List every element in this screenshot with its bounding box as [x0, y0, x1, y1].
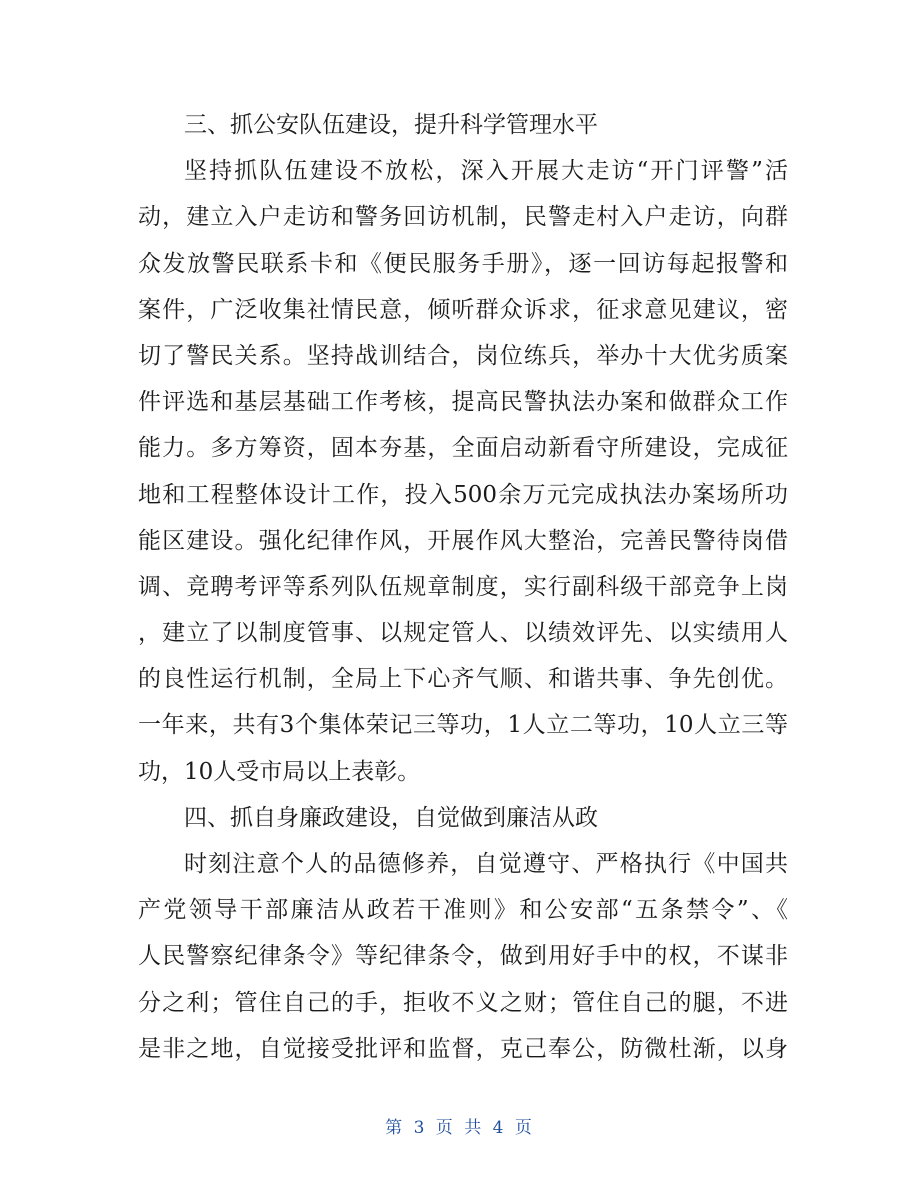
page-number-footer: 第 3 页 共 4 页	[385, 1118, 535, 1138]
paragraph-line: 人民警察纪律条令》等纪律条令，做到用好手中的权，不谋非	[138, 943, 788, 970]
section-heading-4: 四、抓自身廉政建设，自觉做到廉洁从政	[184, 804, 598, 831]
paragraph-line: 动，建立入户走访和警务回访机制，民警走村入户走访，向群	[138, 204, 788, 231]
paragraph-line: 件评选和基层基础工作考核，提高民警执法办案和做群众工作	[138, 389, 788, 416]
paragraph-line: 一年来，共有3个集体荣记三等功，1人立二等功，10人立三等	[138, 712, 788, 739]
paragraph-line: 众发放警民联系卡和《便民服务手册》，逐一回访每起报警和	[138, 250, 788, 277]
paragraph-line: 的良性运行机制，全局上下心齐气顺、和谐共事、争先创优。	[138, 666, 788, 693]
paragraph-line: ，建立了以制度管事、以规定管人、以绩效评先、以实绩用人	[138, 620, 788, 647]
paragraph-line: 时刻注意个人的品德修养，自觉遵守、严格执行《中国共	[184, 851, 788, 877]
paragraph-line: 产党领导干部廉洁从政若干准则》和公安部“五条禁令”、《	[138, 897, 788, 924]
section-heading-3: 三、抓公安队伍建设，提升科学管理水平	[184, 112, 598, 138]
paragraph-line: 案件，广泛收集社情民意，倾听群众诉求，征求意见建议，密	[138, 296, 788, 323]
paragraph-line: 是非之地，自觉接受批评和监督，克己奉公，防微杜渐，以身	[138, 1035, 788, 1062]
paragraph-line: 坚持抓队伍建设不放松，深入开展大走访“开门评警”活	[184, 158, 788, 185]
body-text	[138, 102, 788, 1072]
paragraph-line: 分之利；管住自己的手，拒收不义之财；管住自己的腿，不进	[138, 989, 788, 1016]
paragraph-line: 切了警民关系。坚持战训结合，岗位练兵，举办十大优劣质案	[138, 342, 788, 369]
paragraph-line: 地和工程整体设计工作，投入500余万元完成执法办案场所功	[138, 481, 788, 508]
paragraph-line: 调、竞聘考评等系列队伍规章制度，实行副科级干部竞争上岗	[138, 573, 788, 600]
paragraph-line: 功，10人受市局以上表彰。	[138, 758, 421, 785]
paragraph-line: 能区建设。强化纪律作风，开展作风大整治，完善民警待岗借	[138, 527, 788, 554]
paragraph-line: 能力。多方筹资，固本夯基，全面启动新看守所建设，完成征	[138, 435, 788, 462]
